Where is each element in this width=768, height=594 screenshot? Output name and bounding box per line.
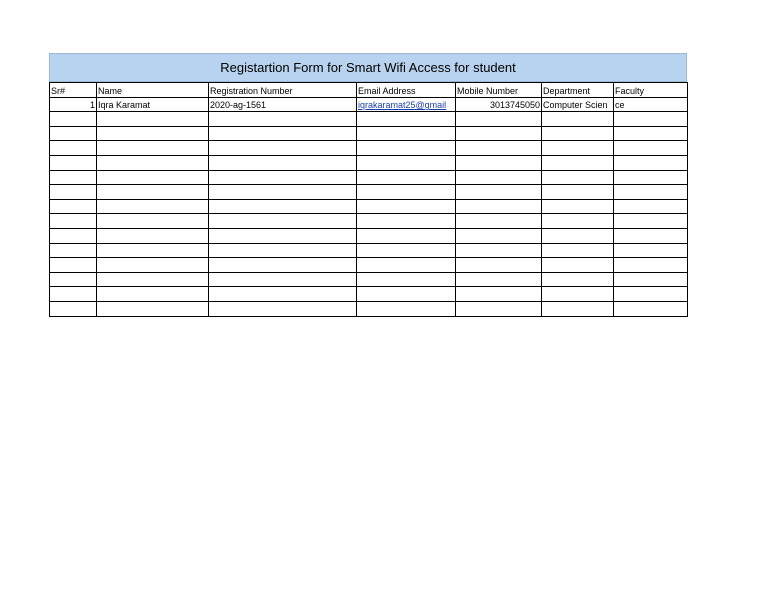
column-header-sr[interactable]: Sr#	[50, 83, 97, 98]
empty-row	[50, 287, 688, 302]
empty-row	[50, 126, 688, 141]
empty-cell[interactable]	[542, 272, 614, 287]
empty-cell[interactable]	[209, 214, 357, 229]
empty-cell[interactable]	[357, 214, 456, 229]
empty-cell[interactable]	[50, 301, 97, 316]
empty-cell[interactable]	[456, 287, 542, 302]
empty-cell[interactable]	[614, 155, 688, 170]
cell-department[interactable]: Computer Scien	[542, 97, 614, 112]
empty-cell[interactable]	[209, 112, 357, 127]
empty-row	[50, 228, 688, 243]
empty-cell[interactable]	[614, 214, 688, 229]
empty-cell[interactable]	[209, 301, 357, 316]
empty-cell[interactable]	[357, 126, 456, 141]
empty-cell[interactable]	[97, 155, 209, 170]
empty-cell[interactable]	[614, 258, 688, 273]
empty-cell[interactable]	[456, 170, 542, 185]
empty-cell[interactable]	[209, 258, 357, 273]
empty-cell[interactable]	[456, 112, 542, 127]
empty-cell[interactable]	[614, 287, 688, 302]
empty-cell[interactable]	[542, 287, 614, 302]
empty-cell[interactable]	[542, 199, 614, 214]
empty-cell[interactable]	[542, 112, 614, 127]
empty-cell[interactable]	[97, 258, 209, 273]
empty-cell[interactable]	[614, 243, 688, 258]
cell-mobile[interactable]: 3013745050	[456, 97, 542, 112]
empty-cell[interactable]	[97, 199, 209, 214]
empty-cell[interactable]	[97, 272, 209, 287]
empty-cell[interactable]	[614, 126, 688, 141]
form-title: Registartion Form for Smart Wifi Access for student	[49, 53, 687, 82]
empty-cell[interactable]	[456, 155, 542, 170]
empty-cell[interactable]	[97, 287, 209, 302]
empty-row	[50, 258, 688, 273]
empty-cell[interactable]	[97, 243, 209, 258]
empty-cell[interactable]	[209, 170, 357, 185]
empty-cell[interactable]	[614, 228, 688, 243]
empty-cell[interactable]	[50, 228, 97, 243]
empty-cell[interactable]	[614, 141, 688, 156]
empty-cell[interactable]	[542, 258, 614, 273]
column-header-department[interactable]: Department	[542, 83, 614, 98]
empty-cell[interactable]	[97, 228, 209, 243]
empty-cell[interactable]	[357, 243, 456, 258]
empty-row	[50, 199, 688, 214]
empty-row	[50, 141, 688, 156]
column-header-mobile[interactable]: Mobile Number	[456, 83, 542, 98]
empty-cell[interactable]	[456, 126, 542, 141]
empty-cell[interactable]	[209, 228, 357, 243]
empty-cell[interactable]	[209, 155, 357, 170]
empty-cell[interactable]	[456, 214, 542, 229]
empty-cell[interactable]	[357, 141, 456, 156]
empty-cell[interactable]	[542, 155, 614, 170]
empty-cell[interactable]	[97, 141, 209, 156]
empty-cell[interactable]	[542, 141, 614, 156]
empty-cell[interactable]	[614, 170, 688, 185]
empty-cell[interactable]	[50, 199, 97, 214]
empty-cell[interactable]	[50, 155, 97, 170]
empty-cell[interactable]	[209, 199, 357, 214]
empty-cell[interactable]	[357, 272, 456, 287]
empty-cell[interactable]	[97, 214, 209, 229]
empty-cell[interactable]	[209, 126, 357, 141]
empty-cell[interactable]	[456, 258, 542, 273]
empty-cell[interactable]	[542, 185, 614, 200]
empty-cell[interactable]	[50, 243, 97, 258]
empty-cell[interactable]	[614, 301, 688, 316]
empty-cell[interactable]	[97, 126, 209, 141]
empty-cell[interactable]	[357, 112, 456, 127]
column-header-name[interactable]: Name	[97, 83, 209, 98]
empty-row	[50, 272, 688, 287]
cell-sr[interactable]: 1	[50, 97, 97, 112]
empty-cell[interactable]	[97, 301, 209, 316]
empty-row	[50, 112, 688, 127]
empty-cell[interactable]	[542, 243, 614, 258]
spreadsheet	[49, 53, 687, 317]
empty-cell[interactable]	[456, 141, 542, 156]
empty-row	[50, 185, 688, 200]
empty-cell[interactable]	[357, 287, 456, 302]
cell-email-link[interactable]: iqrakaramat25@gmail	[357, 97, 456, 112]
empty-cell[interactable]	[209, 272, 357, 287]
empty-cell[interactable]	[614, 199, 688, 214]
column-header-registration[interactable]: Registration Number	[209, 83, 357, 98]
empty-cell[interactable]	[614, 112, 688, 127]
empty-cell[interactable]	[357, 301, 456, 316]
empty-row	[50, 170, 688, 185]
empty-cell[interactable]	[614, 185, 688, 200]
empty-cell[interactable]	[357, 258, 456, 273]
column-header-faculty[interactable]: Faculty	[614, 83, 688, 98]
empty-cell[interactable]	[97, 185, 209, 200]
table-row	[50, 97, 688, 112]
empty-cell[interactable]	[357, 185, 456, 200]
empty-cell[interactable]	[50, 272, 97, 287]
empty-cell[interactable]	[50, 126, 97, 141]
empty-cell[interactable]	[542, 301, 614, 316]
empty-cell[interactable]	[357, 155, 456, 170]
empty-cell[interactable]	[97, 112, 209, 127]
empty-cell[interactable]	[542, 228, 614, 243]
empty-cell[interactable]	[542, 170, 614, 185]
empty-cell[interactable]	[209, 141, 357, 156]
column-header-email[interactable]: Email Address	[357, 83, 456, 98]
empty-cell[interactable]	[357, 199, 456, 214]
cell-name[interactable]: Iqra Karamat	[97, 97, 209, 112]
empty-cell[interactable]	[614, 272, 688, 287]
empty-cell[interactable]	[209, 185, 357, 200]
header-row	[50, 83, 688, 98]
cell-faculty[interactable]: ce	[614, 97, 688, 112]
empty-row	[50, 243, 688, 258]
empty-cell[interactable]	[456, 228, 542, 243]
empty-cell[interactable]	[357, 170, 456, 185]
empty-cell[interactable]	[50, 258, 97, 273]
empty-cell[interactable]	[50, 185, 97, 200]
registration-table	[49, 82, 688, 317]
empty-cell[interactable]	[542, 126, 614, 141]
empty-cell[interactable]	[50, 287, 97, 302]
empty-row	[50, 301, 688, 316]
empty-cell[interactable]	[209, 243, 357, 258]
empty-cell[interactable]	[50, 170, 97, 185]
empty-row	[50, 214, 688, 229]
empty-cell[interactable]	[50, 141, 97, 156]
empty-cell[interactable]	[542, 214, 614, 229]
empty-cell[interactable]	[97, 170, 209, 185]
empty-row	[50, 155, 688, 170]
empty-cell[interactable]	[456, 301, 542, 316]
cell-registration[interactable]: 2020-ag-1561	[209, 97, 357, 112]
empty-cell[interactable]	[50, 214, 97, 229]
empty-cell[interactable]	[357, 228, 456, 243]
empty-cell[interactable]	[50, 112, 97, 127]
empty-cell[interactable]	[209, 287, 357, 302]
empty-cell[interactable]	[456, 243, 542, 258]
empty-cell[interactable]	[456, 199, 542, 214]
empty-cell[interactable]	[456, 185, 542, 200]
empty-cell[interactable]	[456, 272, 542, 287]
